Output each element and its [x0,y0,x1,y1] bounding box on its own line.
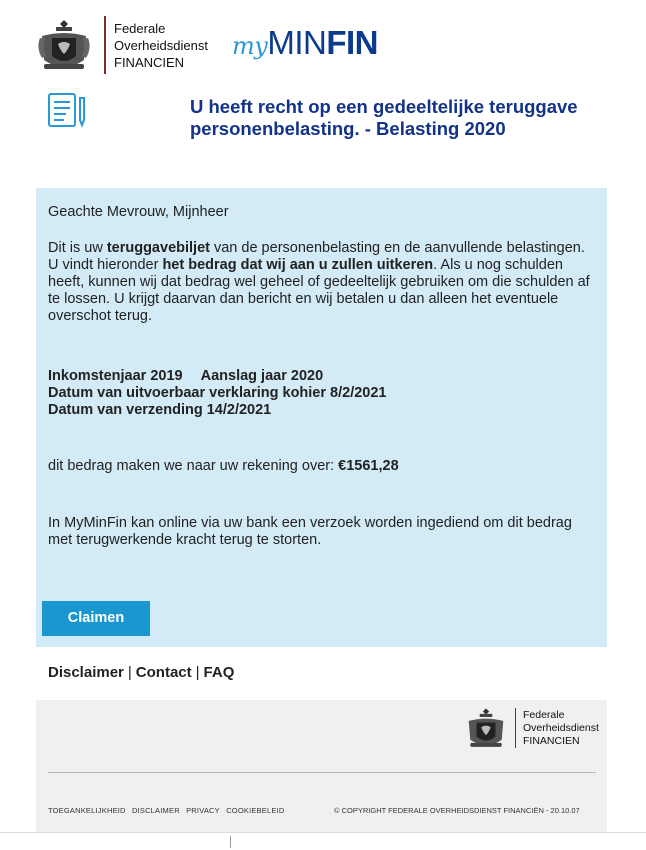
header [36,14,436,78]
intro-bold-2: het bedrag dat wij aan u zullen uitkeren [162,257,434,273]
agency-name [114,20,208,71]
enforceable-date: Datum van uitvoerbaar verklaring kohier 8/2/2021 [48,385,387,401]
refund-paragraph: In MyMinFin kan online via uw bank een verzoek worden ingediend om dit bedrag met terugwerkende kracht terug te storten. [48,515,572,548]
page-title: U heeft recht op een gedeeltelijke teruggave personenbelasting. - Belasting 2020 [190,96,578,139]
footer-agency-line-1: Federale [523,709,565,721]
footer-agency-line-2: Overheidsdienst [523,722,599,734]
logo-my: my [232,32,268,60]
belgian-crest-icon [36,16,92,74]
amount-line [48,458,598,475]
footer-nav-cookies[interactable]: COOKIEBELEID [226,806,285,815]
contact-link[interactable]: Contact [135,664,192,681]
income-year: Inkomstenjaar 2019 [48,368,183,384]
faq-link[interactable]: FAQ [203,664,235,681]
document-pen-icon [46,92,88,130]
footer-agency-name [523,709,599,748]
logo-min: MIN [267,24,327,61]
header-divider [104,16,106,74]
intro-text-3: . Als u nog schulden heeft, kunnen wij dat bedrag wel geheel of gedeeltelijk gebruiken om die schulden af te lossen. U krijgt daarvan dan bericht en wij betalen u dan alleen het eventuele overschot terug. [48,257,590,324]
tax-year: Aanslag jaar 2020 [200,368,324,384]
link-separator: | [195,664,200,681]
intro-paragraph [48,240,598,325]
page-bottom-mark [230,836,231,848]
intro-bold-1: teruggavebiljet [106,240,210,256]
agency-line-2: Overheidsdienst [114,38,208,53]
footer-nav [48,806,288,815]
footer-nav-accessibility[interactable]: TOEGANKELIJKHEID [48,806,126,815]
footer-agency-line-3: FINANCIEN [523,735,580,747]
logo-fin: FIN [326,24,378,61]
footer-crest-icon [464,705,508,751]
footer-links [48,664,234,681]
agency-line-3: FINANCIEN [114,55,185,70]
footer-copyright: © COPYRIGHT FEDERALE OVERHEIDSDIENST FINANCIËN - 20.10.07 [334,806,580,815]
intro-text-2: van de personenbelasting en de aanvullende belastingen. U vindt hieronder [48,240,585,273]
myminfin-logo[interactable] [232,24,378,65]
agency-line-1: Federale [114,21,166,36]
amount-text: dit bedrag maken we naar uw rekening over: [48,458,339,474]
page-bottom-edge [0,832,646,833]
tax-info [48,368,598,419]
intro-text-1: Dit is uw [48,240,107,256]
disclaimer-link[interactable]: Disclaimer [48,664,124,681]
refund-amount: €1561,28 [338,458,399,474]
footer-nav-disclaimer[interactable]: DISCLAIMER [131,806,180,815]
footer-rule [48,772,596,773]
footer-nav-privacy[interactable]: PRIVACY [186,806,220,815]
claim-button[interactable]: Claimen [42,601,150,636]
send-date: Datum van verzending 14/2/2021 [48,402,272,418]
footer-divider [515,708,516,748]
link-separator: | [127,664,132,681]
footer [36,700,607,832]
message-panel [36,188,607,647]
greeting: Geachte Mevrouw, Mijnheer [48,204,229,220]
